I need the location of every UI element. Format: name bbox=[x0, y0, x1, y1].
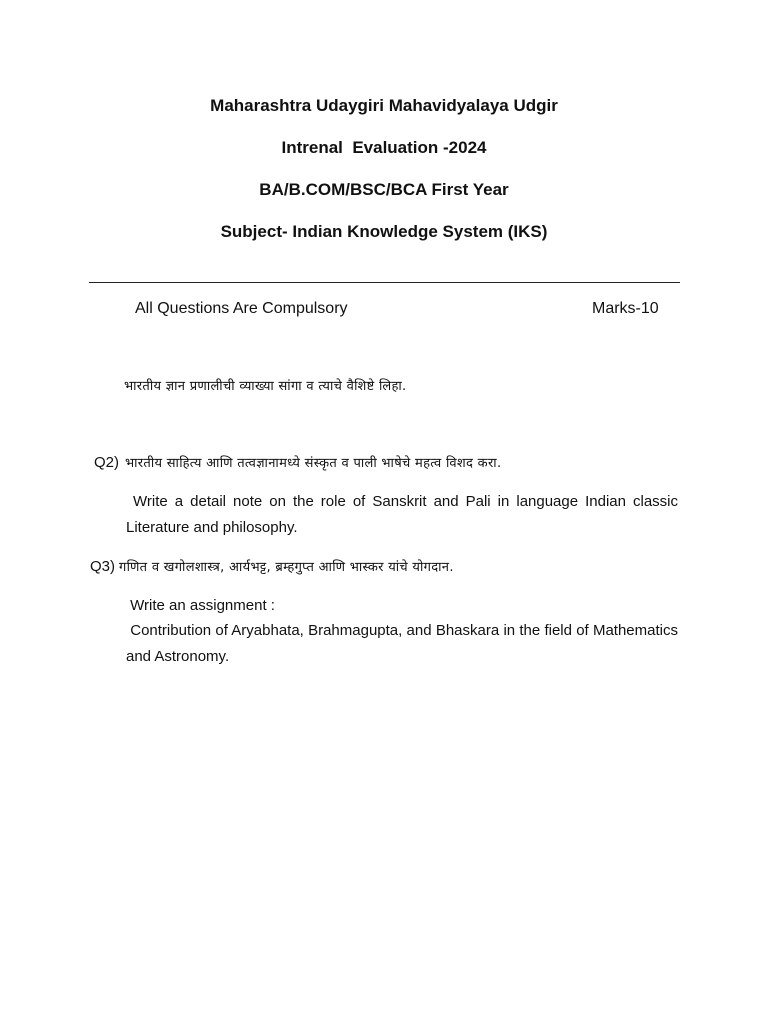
question-3-label: Q3) bbox=[90, 558, 116, 575]
marks-label: Marks-10 bbox=[592, 300, 659, 317]
question-2-label: Q2) bbox=[94, 454, 120, 471]
question-3-assignment-intro: Write an assignment : bbox=[126, 597, 275, 614]
course-title: BA/B.COM/BSC/BCA First Year bbox=[259, 180, 509, 199]
college-name: Maharashtra Udaygiri Mahavidyalaya Udgir bbox=[210, 96, 558, 115]
question-2-marathi: भारतीय साहित्य आणि तत्वज्ञानामध्ये संस्कृत व पाली भाषेचे महत्व विशद करा. bbox=[125, 456, 502, 471]
compulsory-instruction: All Questions Are Compulsory bbox=[135, 300, 348, 317]
question-1-marathi: भारतीय ज्ञान प्रणालीची व्याख्या सांगा व त्याचे वैशिष्टे लिहा. bbox=[124, 379, 407, 394]
question-3-marathi: गणित व खगोलशास्त्र, आर्यभट्ट, ब्रम्हगुप्त आणि भास्कर यांचे योगदान. bbox=[119, 560, 454, 575]
question-2-english: Write a detail note on the role of Sanskrit and Pali in language Indian classic Literature and philosophy. bbox=[126, 493, 683, 536]
question-3-english: Contribution of Aryabhata, Brahmagupta, and Bhaskara in the field of Mathematics and Astronomy. bbox=[126, 622, 683, 665]
subject-title: Subject- Indian Knowledge System (IKS) bbox=[220, 222, 548, 241]
header-divider bbox=[89, 282, 680, 283]
evaluation-title: Intrenal Evaluation -2024 bbox=[281, 138, 487, 157]
